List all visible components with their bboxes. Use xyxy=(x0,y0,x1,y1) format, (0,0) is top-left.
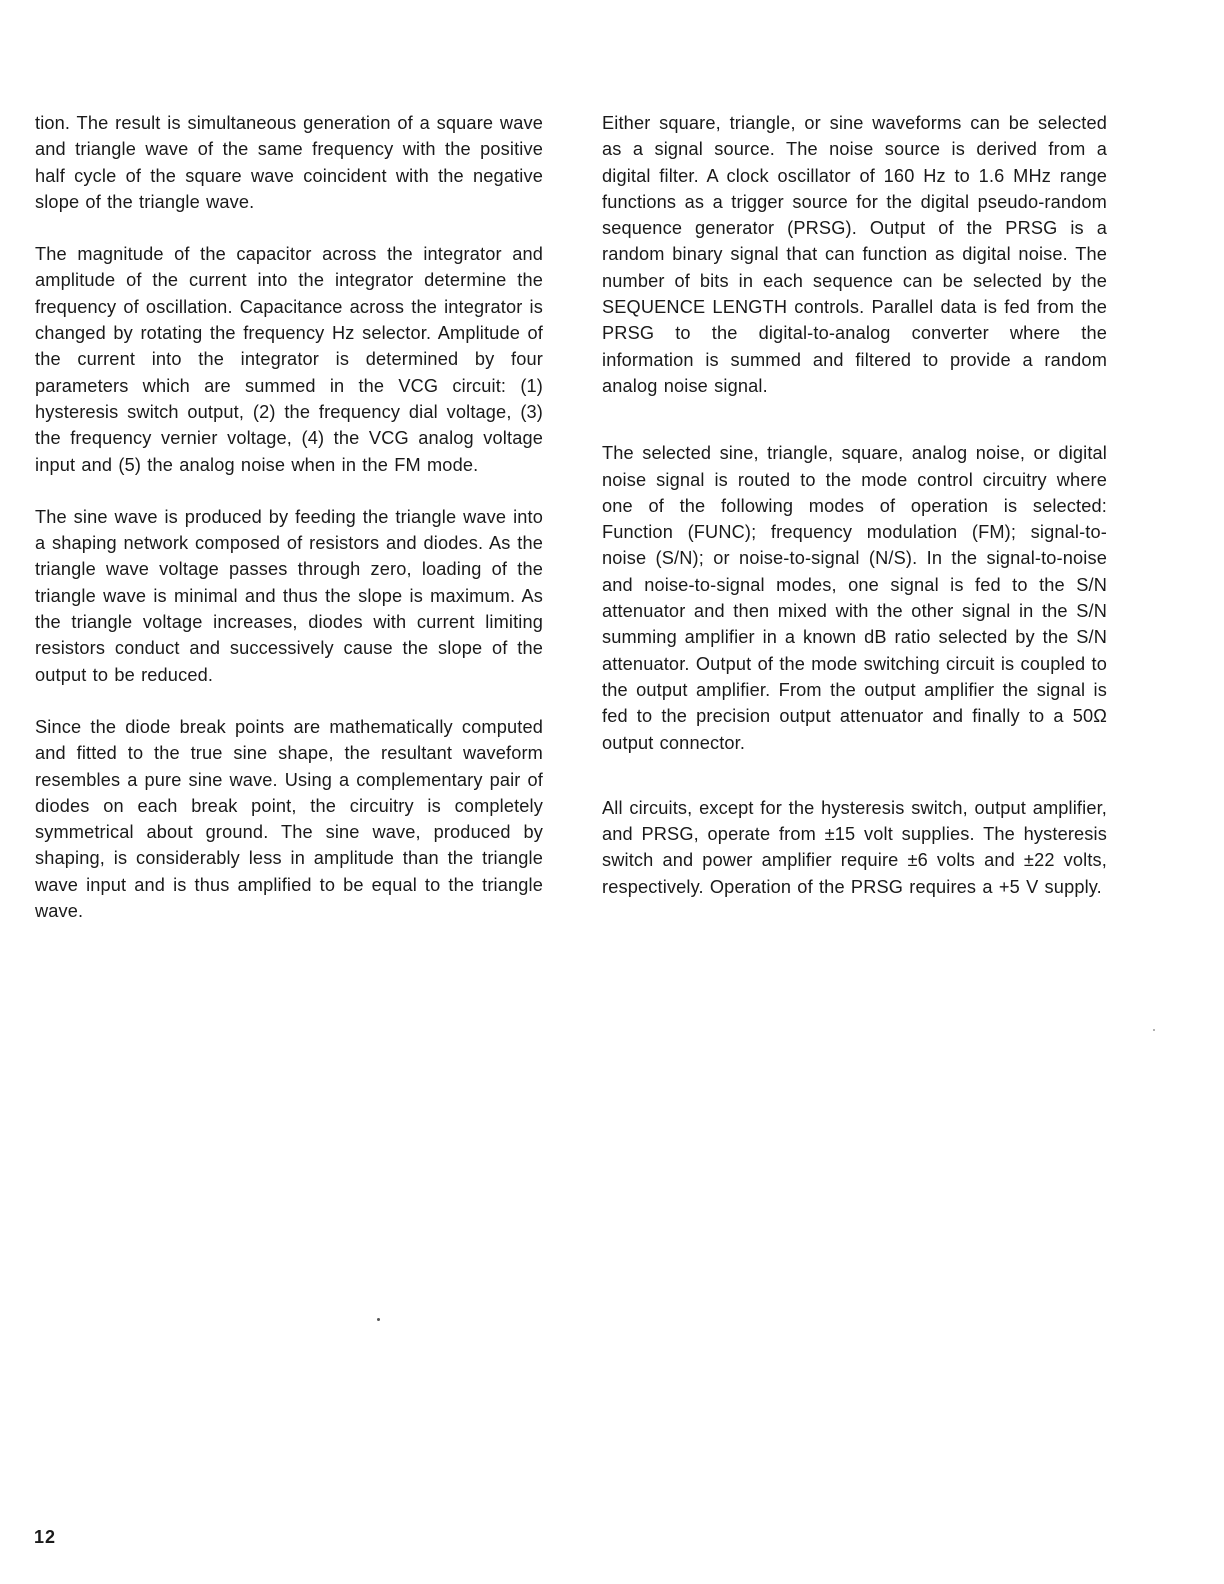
left-text-column xyxy=(35,110,543,924)
scan-speck xyxy=(377,1318,380,1321)
paragraph-sine-shaping: The sine wave is produced by feeding the triangle wave into a shaping network composed of resistors and diodes. As the triangle wave voltage passes through zero, loading of the triangle wave is minimal and thus the slope is maximum. As the triangle voltage increases, diodes with current limiting resistors conduct and successively cause the slope of the output to be reduced. xyxy=(35,506,543,685)
right-text-column xyxy=(602,110,1107,900)
paragraph-power-supplies: All circuits, except for the hysteresis switch, output amplifier, and PRSG, operate from ±15 volt supplies. The hysteresis switch and power amplifier require ±6 volts and ±22 volts, respectively. Operation of the PRSG requires a +5 V supply. xyxy=(602,797,1107,897)
paragraph-noise-source: Either square, triangle, or sine waveforms can be selected as a signal source. The noise source is derived from a digital filter. A clock oscillator of 160 Hz to 1.6 MHz range functions as a trigger source for the digital pseudo-random sequence generator (PRSG). Output of the PRSG is a random binary signal that can function as digital noise. The number of bits in each sequence can be selected by the SEQUENCE LENGTH controls. Parallel data is fed from the PRSG to the digital-to-analog converter where the information is summed and filtered to provide a random analog noise signal. xyxy=(602,113,1107,396)
paragraph-mode-control: The selected sine, triangle, square, analog noise, or digital noise signal is routed to the mode control circuitry where one of the following modes of operation is selected: Function (FUNC); frequency modulation (FM); signal-to-noise (S/N); or noise-to-signal (N/S). In the signal-to-noise and noise-to-signal modes, one signal is fed to the S/N attenuator and then mixed with the other signal in the S/N summing amplifier in a known dB ratio selected by the S/N attenuator. Output of the mode switching circuit is coupled to the output amplifier. From the output amplifier the signal is fed to the precision output attenuator and finally to a 50Ω output connector. xyxy=(602,443,1107,753)
scan-speck xyxy=(1153,1029,1155,1031)
paragraph-oscillation-frequency: The magnitude of the capacitor across the integrator and amplitude of the current into the integrator determine the frequency of oscillation. Capacitance across the integrator is changed by rotating the frequency Hz selector. Amplitude of the current into the integrator is determined by four parameters which are summed in the VCG circuit: (1) hysteresis switch output, (2) the frequency dial voltage, (3) the frequency vernier voltage, (4) the VCG analog voltage input and (5) the analog noise when in the FM mode. xyxy=(35,244,543,475)
paragraph-waveform-generation: tion. The result is simultaneous generation of a square wave and triangle wave of the same frequency with the positive half cycle of the square wave coincident with the negative slope of the triangle wave. xyxy=(35,113,543,212)
paragraph-diode-break-points: Since the diode break points are mathematically computed and fitted to the true sine shape, the resultant waveform resembles a pure sine wave. Using a complementary pair of diodes on each break point, the circuitry is completely symmetrical about ground. The sine wave, produced by shaping, is considerably less in amplitude than the triangle wave input and is thus amplified to be equal to the triangle wave. xyxy=(35,716,543,922)
page-number: 12 xyxy=(34,1527,57,1547)
